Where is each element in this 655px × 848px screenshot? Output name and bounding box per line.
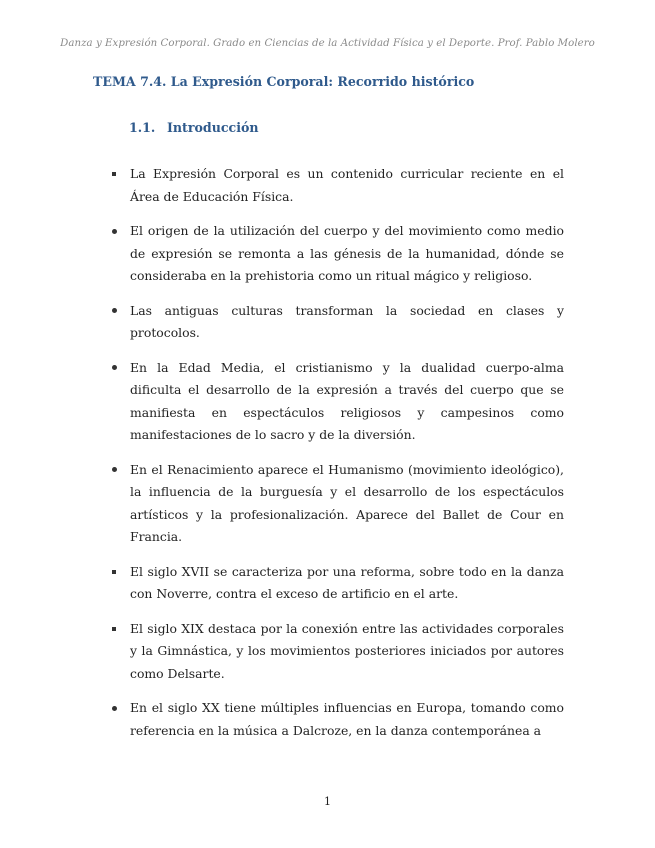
list-item	[0, 697, 655, 742]
list-item	[0, 459, 655, 549]
round-bullet-icon	[110, 357, 118, 380]
bullet-text: El siglo XVII se caracteriza por una reforma, sobre todo en la danza con Noverre, contra el exceso de artificio en el arte.	[130, 563, 564, 601]
bullet-list	[0, 163, 655, 754]
list-item	[0, 300, 655, 345]
page-header: Danza y Expresión Corporal. Grado en Ciencias de la Actividad Física y el Deporte. Prof. Pablo Molero	[60, 38, 595, 49]
list-item	[0, 163, 655, 208]
bullet-text: En la Edad Media, el cristianismo y la dualidad cuerpo-alma dificulta el desarrollo de la expresión a través del cuerpo que se manifiesta en espectáculos religiosos y campesinos como manifestaciones de lo sacro y de la diversión.	[130, 359, 564, 442]
square-bullet-icon	[110, 618, 118, 641]
list-item	[0, 220, 655, 288]
bullet-text: En el siglo XX tiene múltiples influencias en Europa, tomando como referencia en la música a Dalcroze, en la danza contemporánea a	[130, 700, 564, 738]
bullet-text: Las antiguas culturas transforman la sociedad en clases y protocolos.	[130, 302, 564, 340]
list-item	[0, 618, 655, 686]
page-number: 1	[324, 795, 331, 808]
list-item	[0, 357, 655, 447]
bullet-text: El siglo XIX destaca por la conexión entre las actividades corporales y la Gimnástica, y los movimientos posteriores iniciados por autores como Delsarte.	[130, 620, 564, 681]
section-label: Introducción	[167, 120, 259, 135]
square-bullet-icon	[110, 163, 118, 186]
bullet-text: El origen de la utilización del cuerpo y del movimiento como medio de expresión se remonta a las génesis de la humanidad, dónde se consideraba en la prehistoria como un ritual mágico y religioso.	[130, 223, 564, 283]
round-bullet-icon	[110, 697, 118, 720]
list-item	[0, 561, 655, 606]
round-bullet-icon	[110, 220, 118, 243]
section-number: 1.1.	[129, 120, 156, 135]
section-heading	[129, 120, 259, 135]
round-bullet-icon	[110, 300, 118, 323]
round-bullet-icon	[110, 459, 118, 482]
bullet-text: En el Renacimiento aparece el Humanismo (movimiento ideológico), la influencia de la burguesía y el desarrollo de los espectáculos artísticos y la profesionalización. Aparece del Ballet de Cour en Francia.	[130, 461, 564, 544]
page-title: TEMA 7.4. La Expresión Corporal: Recorrido histórico	[93, 74, 475, 89]
bullet-text: La Expresión Corporal es un contenido curricular reciente en el Área de Educación Física.	[130, 166, 564, 204]
square-bullet-icon	[110, 561, 118, 584]
